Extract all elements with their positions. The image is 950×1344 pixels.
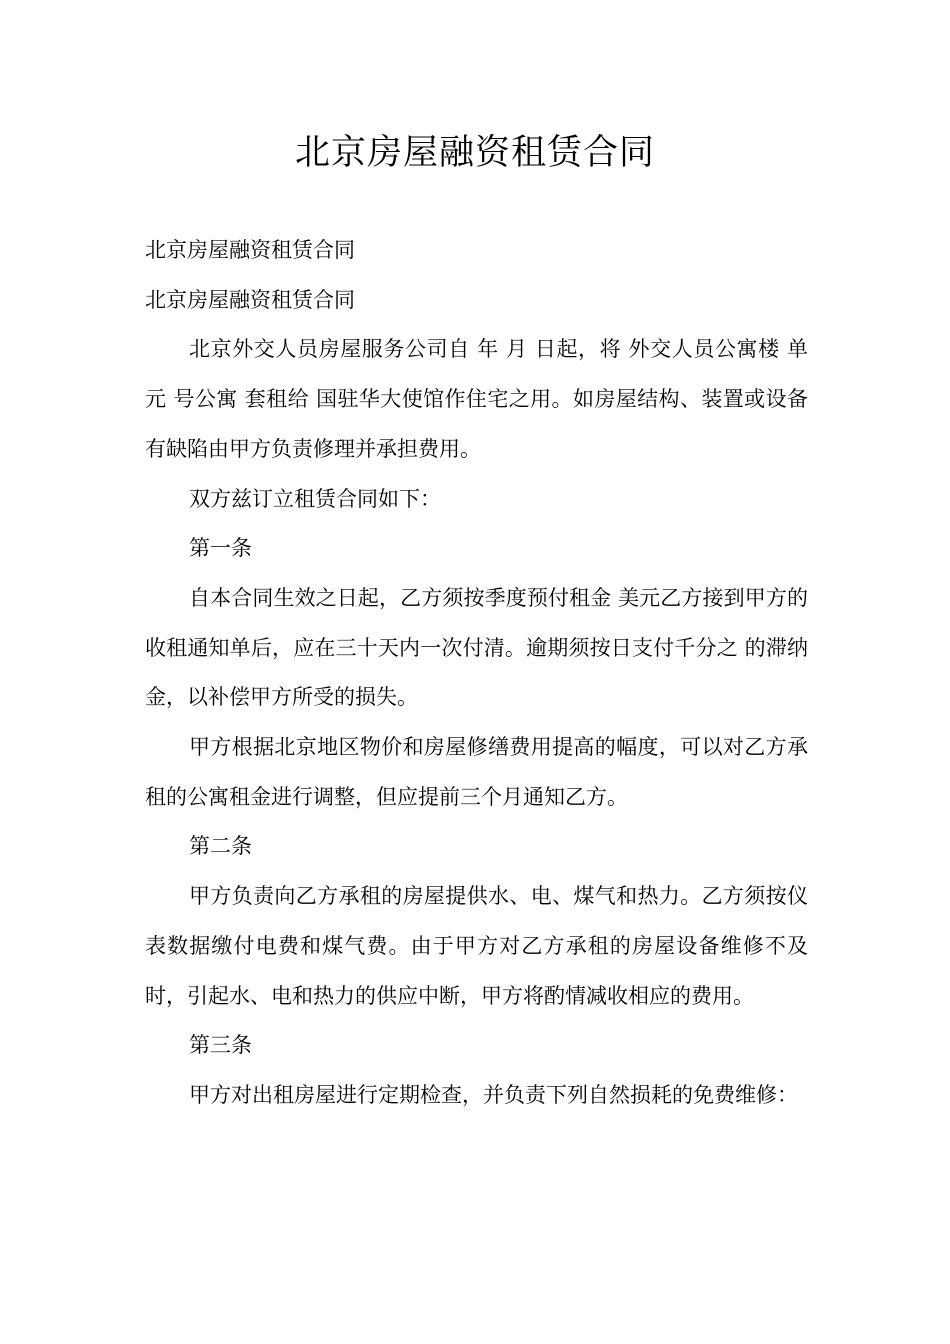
subtitle-line: 北京房屋融资租赁合同 bbox=[145, 287, 355, 312]
article-paragraph: 甲方对出租房屋进行定期检查，并负责下列自然损耗的免费维修： bbox=[189, 1082, 798, 1107]
document-body bbox=[145, 226, 808, 1121]
agreement-statement: 双方兹订立租赁合同如下： bbox=[189, 486, 441, 511]
article-paragraph: 甲方根据北京地区物价和房屋修缮费用提高的幅度，可以对乙方承租的公寓租金进行调整，但应提前三个月通知乙方。 bbox=[145, 735, 808, 809]
article-heading: 第二条 bbox=[189, 834, 252, 859]
article-paragraph: 自本合同生效之日起，乙方须按季度预付租金 美元乙方接到甲方的收租通知单后，应在三十天内一次付清。逾期须按日支付千分之 的滞纳金，以补偿甲方所受的损失。 bbox=[145, 585, 808, 710]
article-paragraph: 甲方负责向乙方承租的房屋提供水、电、煤气和热力。乙方须按仪表数据缴付电费和煤气费。由于甲方对乙方承租的房屋设备维修不及时，引起水、电和热力的供应中断，甲方将酌情减收相应的费用。 bbox=[145, 884, 808, 1008]
article-heading: 第一条 bbox=[189, 536, 252, 561]
intro-paragraph: 北京外交人员房屋服务公司自 年 月 日起，将 外交人员公寓楼 单元 号公寓 套租给 国驻华大使馆作住宅之用。如房屋结构、装置或设备有缺陷由甲方负责修理并承担费用。 bbox=[145, 337, 808, 461]
document-title: 北京房屋融资租赁合同 bbox=[294, 133, 655, 173]
article-heading: 第三条 bbox=[189, 1033, 252, 1058]
subtitle-line: 北京房屋融资租赁合同 bbox=[145, 238, 355, 262]
